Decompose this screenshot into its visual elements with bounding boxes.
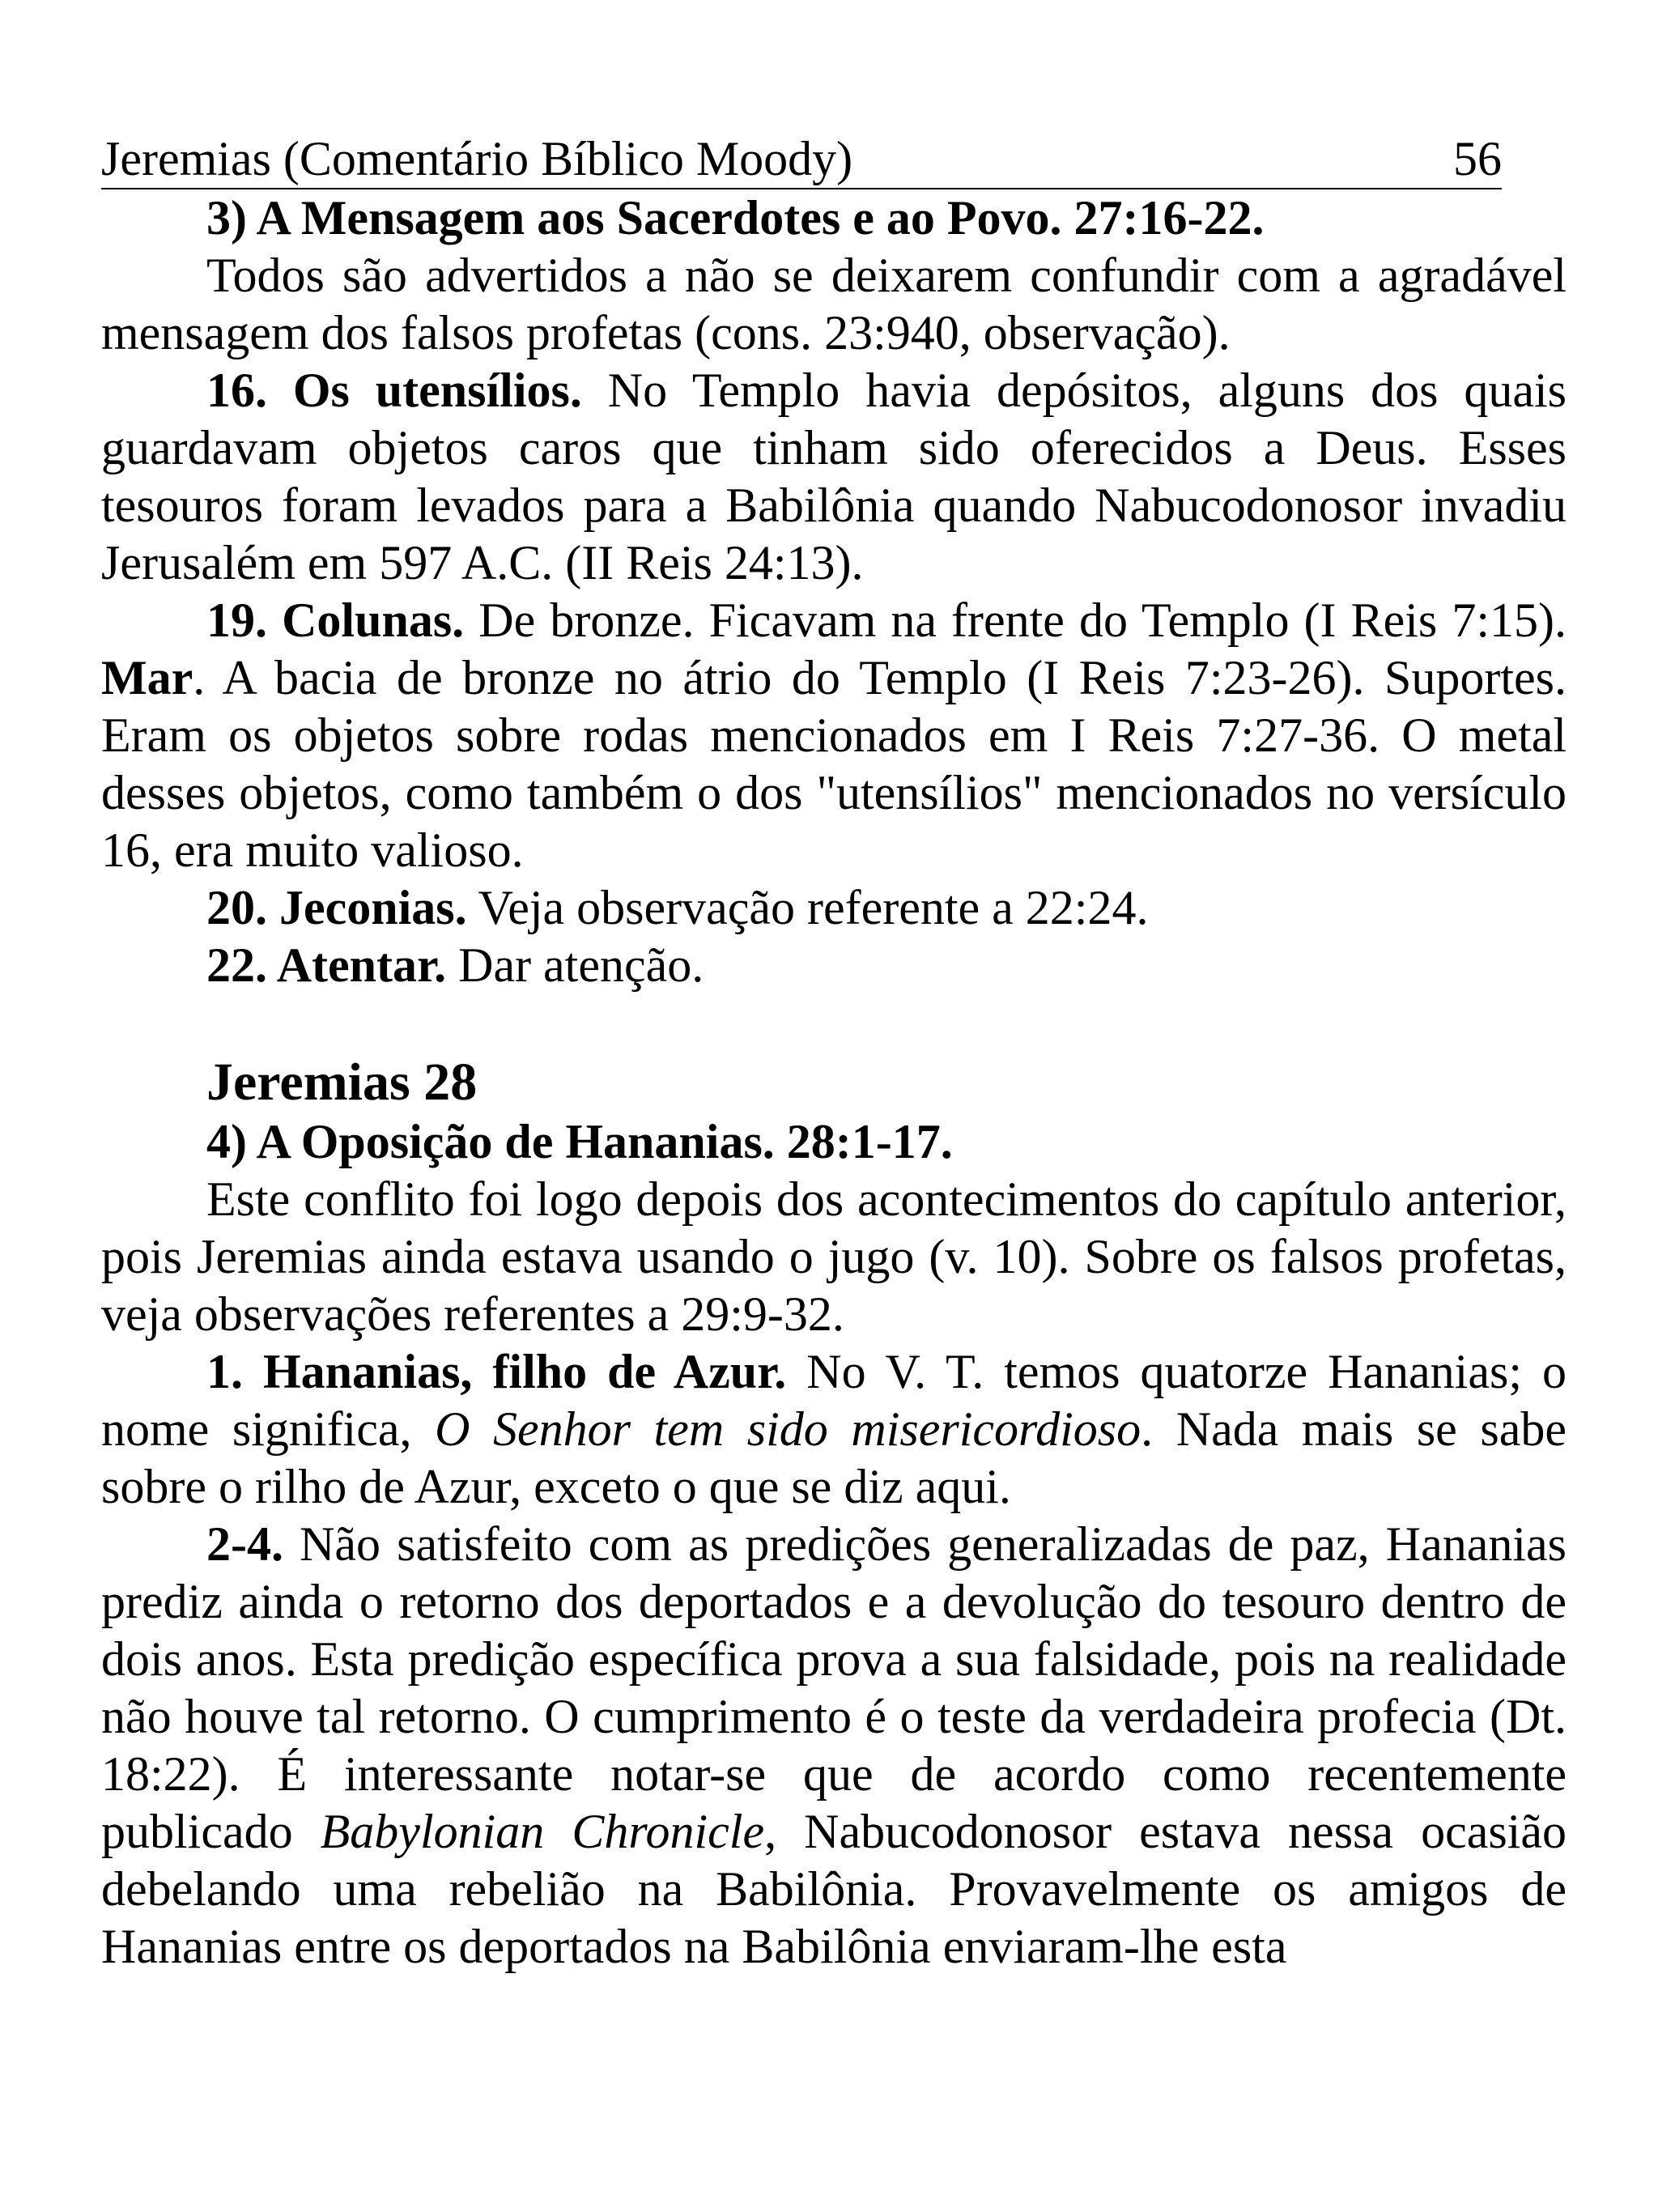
verse-16-paragraph [101,362,1567,592]
verse-19-paragraph [101,592,1567,879]
running-title: Jeremias (Comentário Bíblico Moody) [101,132,853,185]
verse-19-mar: Mar [101,651,193,704]
verse-1-text-a: No V. T. temos quatorze Hananias; o nome significa, [101,1345,1567,1456]
verse-22-label: 22. Atentar. [206,938,447,992]
verse-2-4-text-a: Não satisfeito com as predições generalizadas de paz, Hananias prediz ainda o retorno dos deportados e a devolução do tesouro dentro de dois anos. Esta predição específica prova a sua falsidade, pois na realidade não houve tal retorno. O cumprimento é o teste da verdadeira profecia (Dt. 18:22). É interessante notar-se que de acordo como recentemente publicado [101,1517,1567,1858]
verse-22-paragraph [101,937,1567,994]
page-number: 56 [1453,132,1502,185]
section-heading-4: 4) A Oposição de Hananias. 28:1-17. [206,1115,953,1168]
verse-22-text: Dar atenção. [446,938,704,992]
running-header [101,130,1567,188]
verse-2-4-italic: Babylonian Chronicle [320,1805,765,1858]
section-heading-3: 3) A Mensagem aos Sacerdotes e ao Povo. 27:16-22. [206,191,1265,245]
verse-1-paragraph [101,1343,1567,1516]
verse-16-text: No Templo havia depósitos, alguns dos quais guardavam objetos caros que tinham sido oferecidos a Deus. Esses tesouros foram levados para a Babilônia quando Nabucodonosor invadiu Jerusalém em 597 A.C. (II Reis 24:13). [101,364,1567,589]
verse-2-4-text-b: , Nabucodonosor estava nessa ocasião debelando uma rebelião na Babilônia. Provavelmente os amigos de Hananias entre os deportados na Babilônia enviaram-lhe esta [101,1805,1567,1973]
verse-2-4-paragraph [101,1516,1567,1976]
section-3-intro: Todos são advertidos a não se deixarem confundir com a agradável mensagem dos falsos profetas (cons. 23:940, observação). [101,249,1567,359]
verse-2-4-label: 2-4. [206,1517,283,1571]
verse-1-label: 1. Hananias, filho de Azur. [206,1345,787,1398]
document-page [101,130,1567,1976]
chapter-title: Jeremias 28 [206,1053,478,1112]
verse-1-text-b: . Nada mais se sabe sobre o rilho de Azur, exceto o que se diz aqui. [101,1402,1567,1513]
verse-1-italic: O Senhor tem sido misericordioso [435,1402,1141,1456]
chapter-28-intro: Este conflito foi logo depois dos acontecimentos do capítulo anterior, pois Jeremias ainda estava usando o jugo (v. 10). Sobre os falsos profetas, veja observações referentes a 29:9-32. [101,1172,1567,1341]
verse-20-paragraph [101,879,1567,937]
verse-20-text: Veja observação referente a 22:24. [466,881,1149,934]
verse-16-label: 16. Os utensílios. [206,364,582,417]
verse-19-text-b: . A bacia de bronze no átrio do Templo (I Reis 7:23-26). Suportes. Eram os objetos sobre rodas mencionados em I Reis 7:27-36. O metal desses objetos, como também o dos "utensílios" mencionados no versículo 16, era muito valioso. [101,651,1567,877]
verse-20-label: 20. Jeconias. [206,881,467,934]
verse-19-label: 19. Colunas. [206,593,465,647]
verse-19-text-a: De bronze. Ficavam na frente do Templo (I Reis 7:15). [464,593,1567,647]
